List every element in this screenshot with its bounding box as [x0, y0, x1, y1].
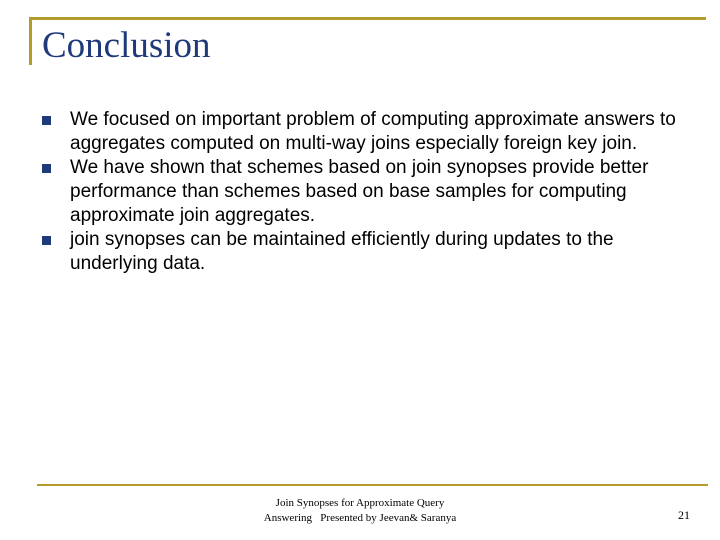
footer-line-2: Answering Presented by Jeevan& Saranya — [263, 512, 457, 524]
slide-title: Conclusion — [42, 25, 211, 66]
bottom-rule — [37, 484, 708, 486]
square-bullet-icon — [42, 164, 51, 173]
top-rule — [29, 17, 706, 20]
bullet-text: We focused on important problem of computing approximate answers to aggregates computed on multi-way joins especially foreign key join. — [70, 109, 676, 154]
square-bullet-icon — [42, 236, 51, 245]
bullet-list — [40, 108, 690, 276]
bullet-text: We have shown that schemes based on join synopses provide better performance than schemes based on base samples for computing approximate join aggregates. — [70, 157, 649, 226]
bullet-item — [40, 228, 690, 276]
left-accent-rule — [29, 17, 32, 65]
footer-line-1: Join Synopses for Approximate Query — [275, 497, 445, 509]
bullet-item — [40, 108, 690, 156]
bullet-text: join synopses can be maintained efficiently during updates to the underlying data. — [70, 229, 614, 274]
square-bullet-icon — [42, 116, 51, 125]
bullet-item — [40, 156, 690, 228]
footer-text — [240, 496, 480, 526]
page-number: 21 — [678, 508, 690, 522]
